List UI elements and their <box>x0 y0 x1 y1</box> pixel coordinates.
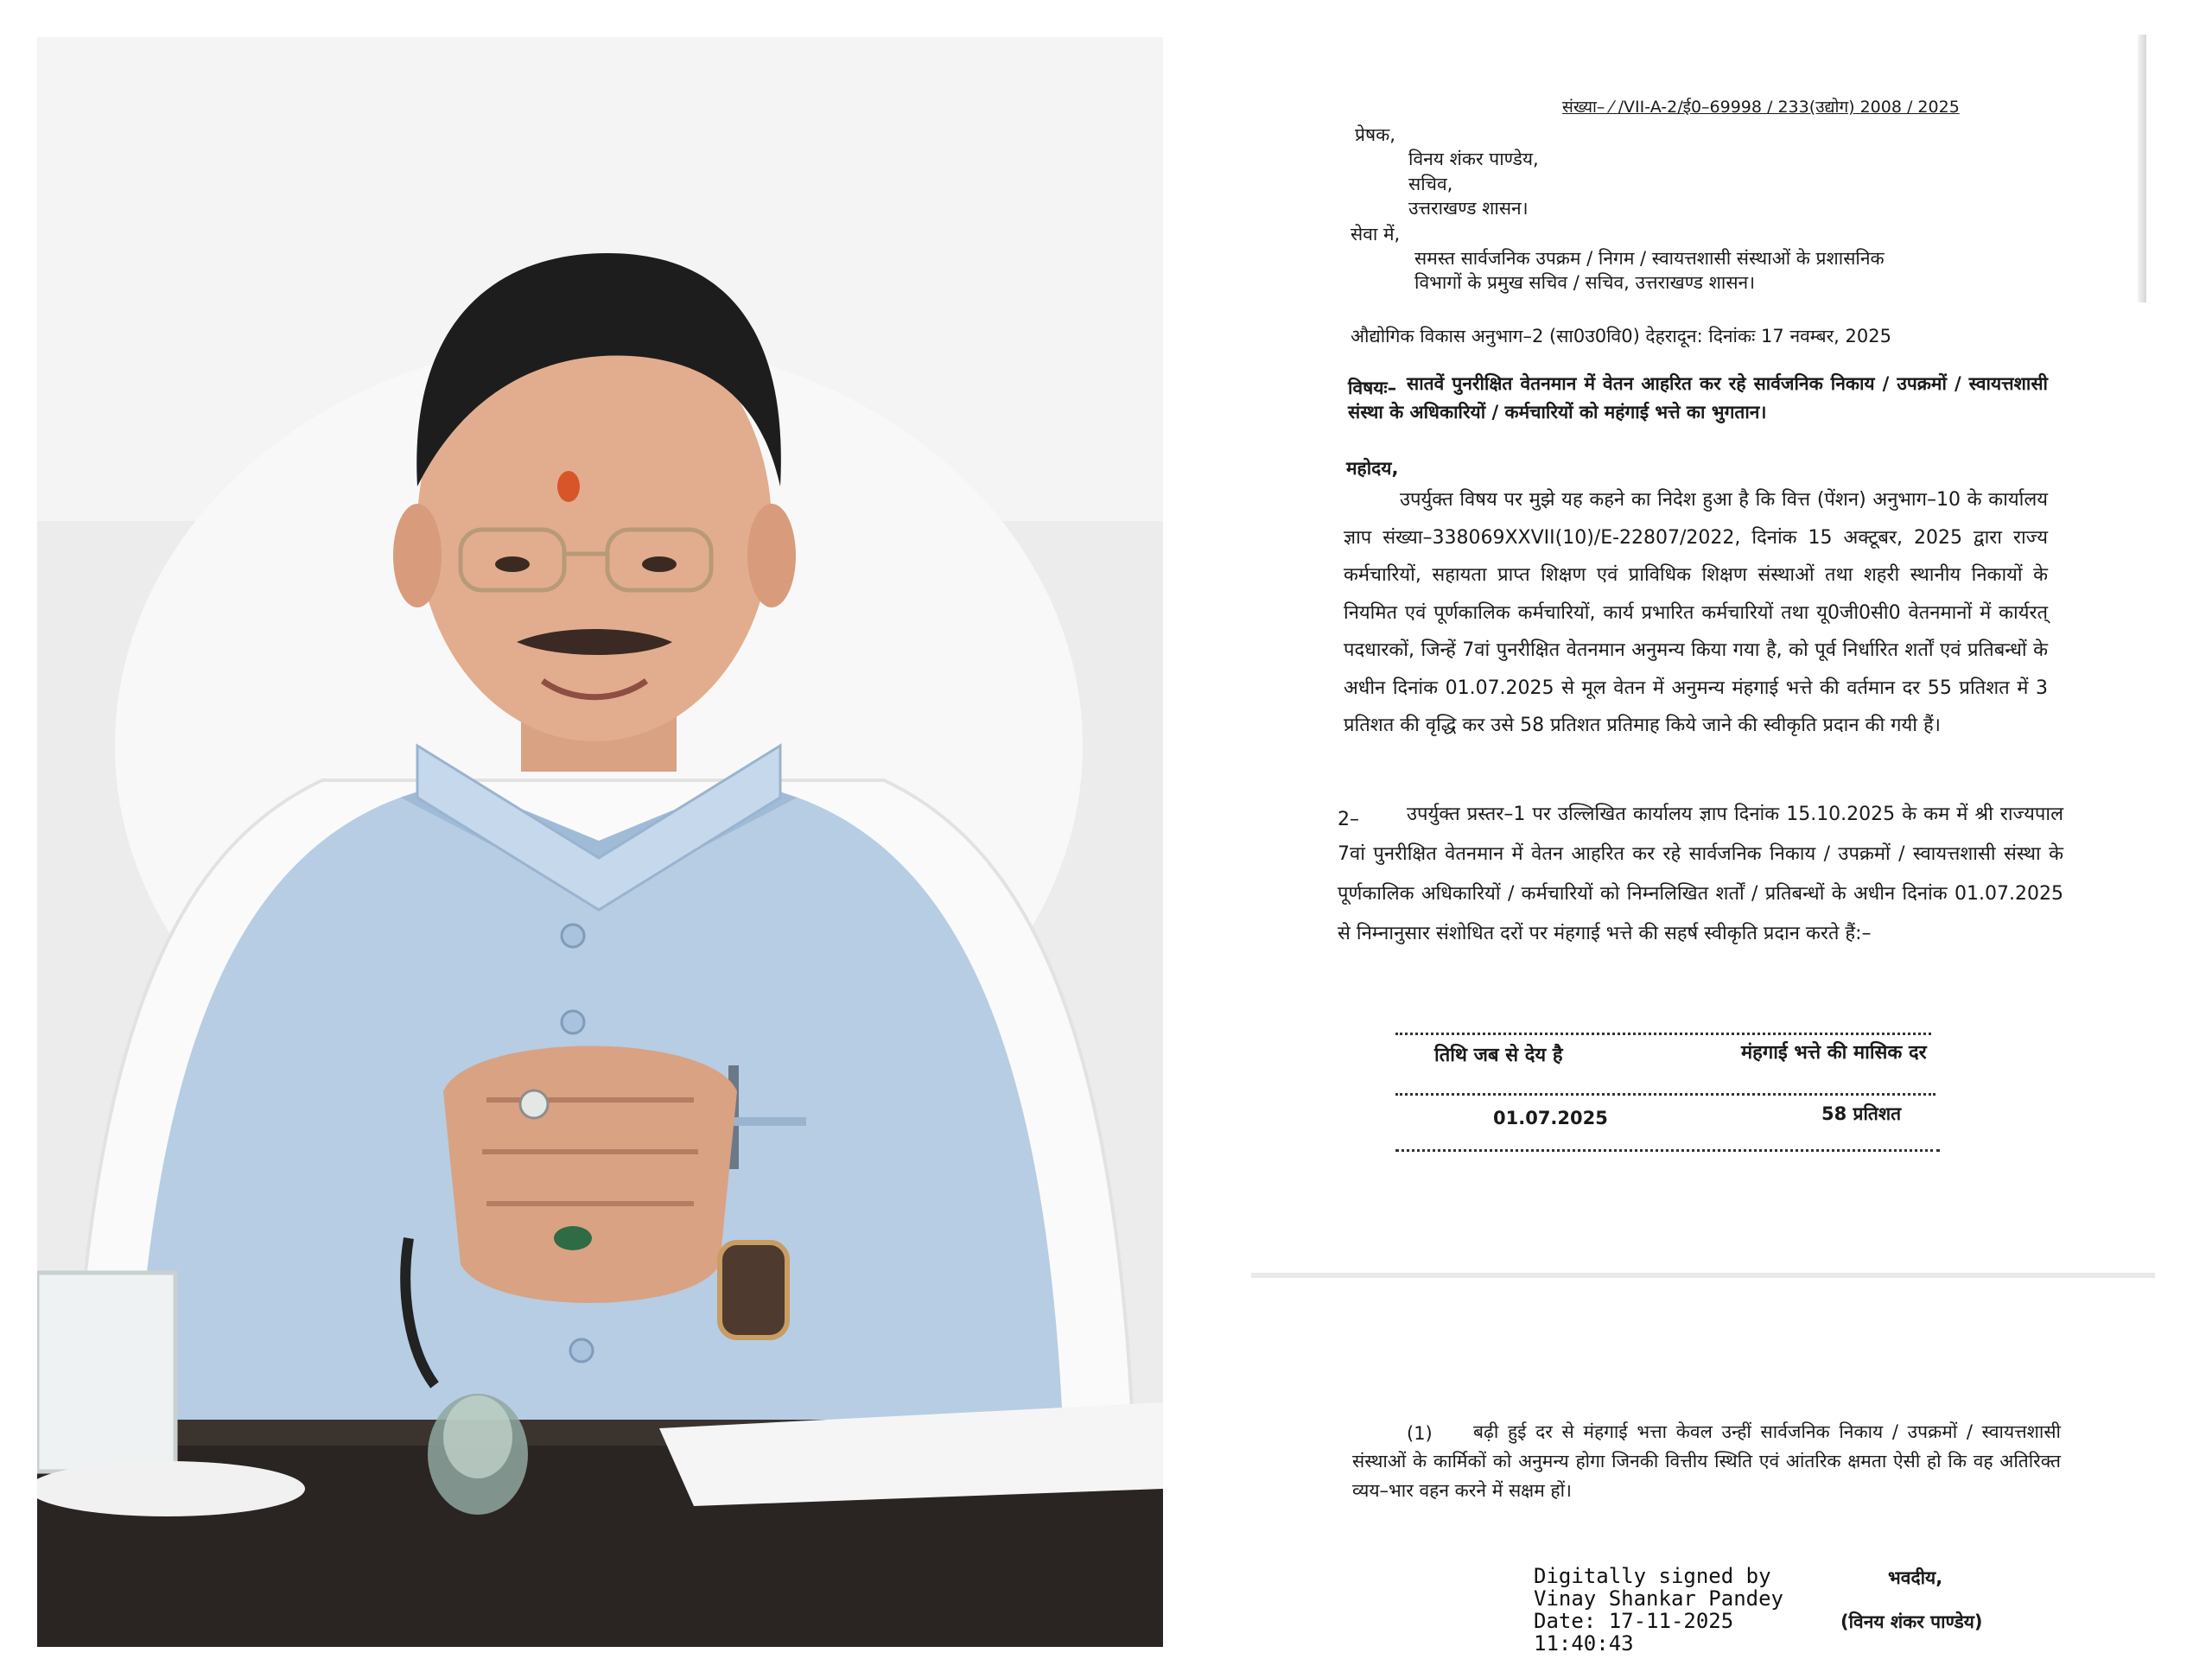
closing: भवदीय, <box>1888 1567 1943 1588</box>
table-cell-rate: 58 प्रतिशत <box>1821 1103 1902 1124</box>
official-photo <box>37 37 1163 1647</box>
table-header-rate: मंहगाई भत्ते की मासिक दर <box>1741 1042 1927 1064</box>
table-top-rule <box>1395 1033 1931 1035</box>
sender-label: प्रेषक, <box>1355 124 1395 145</box>
department-date-line: औद्योगिक विकास अनुभाग–2 (सा0उ0वि0) देहरादून: दिनांकः 17 नवम्बर, 2025 <box>1351 326 1891 346</box>
table-bottom-rule <box>1395 1149 1940 1152</box>
reference-number: संख्या– ⁄ /VII-A-2/ई0–69998 / 233(उद्योग) 2008 / 2025 <box>1562 98 1960 117</box>
table-mid-rule <box>1395 1093 1936 1096</box>
condition-1-text: बढ़ी हुई दर से मंहगाई भत्ता केवल उन्हीं सार्वजनिक निकाय / उपक्रमों / स्वायत्तशासी संस्थाओं के कार्मिकों को अनुमन्य होगा जिनकी वित्तीय स्थिति एवं आंतरिक क्षमता ऐसी हो कि वह अतिरिक्त व्यय–भार वहन करने में सक्षम हों। <box>1352 1421 2061 1501</box>
sender-name: विनय शंकर पाण्डेय, <box>1408 149 1539 169</box>
page-edge <box>2138 35 2146 302</box>
page-break-separator <box>1251 1273 2155 1278</box>
to-label: सेवा में, <box>1351 224 1401 245</box>
digital-signature-line-2: Vinay Shankar Pandey <box>1534 1586 1783 1611</box>
portrait-illustration <box>37 37 1163 1647</box>
table-header-date: तिथि जब से देय है <box>1434 1045 1563 1066</box>
condition-1-number: (1) <box>1407 1423 1433 1444</box>
sender-govt: उत्तराखण्ड शासन। <box>1408 198 1529 219</box>
recipient-line-2: विभागों के प्रमुख सचिव / सचिव, उत्तराखण्ड शासन। <box>1414 272 1756 293</box>
signatory-name: (विनय शंकर पाण्डेय) <box>1840 1611 1983 1632</box>
digital-signature-line-3: Date: 17-11-2025 <box>1534 1609 1734 1633</box>
paragraph-2: उपर्युक्त प्रस्तर–1 पर उल्लिखित कार्यालय ज्ञाप दिनांक 15.10.2025 के कम में श्री राज्यपाल 7वां पुनरीक्षित वेतनमान में वेतन आहरित कर रहे सार्वजनिक निकाय / उपक्रमों / स्वायत्तशासी संस्था के पूर्णकालिक अधिकारियों / कर्मचारियों को निम्नलिखित शर्तों / प्रतिबन्धों के अधीन दिनांक 01.07.2025 से निम्नानुसार संशोधित दरों पर मंहगाई भत्ते की सहर्ष स्वीकृति प्रदान करते हैं:– <box>1338 804 2063 944</box>
salutation: महोदय, <box>1346 458 1399 479</box>
paragraph-2-number: 2– <box>1338 809 1359 830</box>
digital-signature-line-4: 11:40:43 <box>1534 1631 1634 1656</box>
recipient-line-1: समस्त सार्वजनिक उपक्रम / निगम / स्वायत्तशासी संस्थाओं के प्रशासनिक <box>1414 248 1885 269</box>
digital-signature-line-1: Digitally signed by <box>1534 1564 1771 1588</box>
table-cell-date: 01.07.2025 <box>1493 1108 1608 1128</box>
sender-designation: सचिव, <box>1408 174 1453 194</box>
subject-label: विषयः– <box>1348 378 1397 398</box>
subject-text: सातवें पुनरीक्षित वेतनमान में वेतन आहरित कर रहे सार्वजनिक निकाय / उपक्रमों / स्वायत्तशासी संस्था के अधिकारियों / कर्मचारियों को महंगाई भत्ते का भुगतान। <box>1348 373 2048 423</box>
paragraph-1: उपर्युक्त विषय पर मुझे यह कहने का निदेश हुआ है कि वित्त (पेंशन) अनुभाग–10 के कार्यालय ज्ञाप संख्या–338069XXVII(10)/E-22807/2022, दिनांक 15 अक्टूबर, 2025 द्वारा राज्य कर्मचारियों, सहायता प्राप्त शिक्षण एवं प्राविधिक शिक्षण संस्थाओं तथा शहरी स्थानीय निकायों के नियमित एवं पूर्णकालिक कर्मचारियों, कार्य प्रभारित कर्मचारियों तथा यू0जी0सी0 वेतनमानों में कार्यरत् पदधारकों, जिन्हें 7वां पुनरीक्षित वेतनमान अनुमन्य किया गया है, को पूर्व निर्धारित शर्तों एवं प्रतिबन्धों के अधीन दिनांक 01.07.2025 से मूल वेतन में अनुमन्य मंहगाई भत्ते की वर्तमान दर 55 प्रतिशत में 3 प्रतिशत की वृद्धि कर उसे 58 प्रतिशत प्रतिमाह किये जाने की स्वीकृति प्रदान की गयी हैं। <box>1344 489 2048 736</box>
